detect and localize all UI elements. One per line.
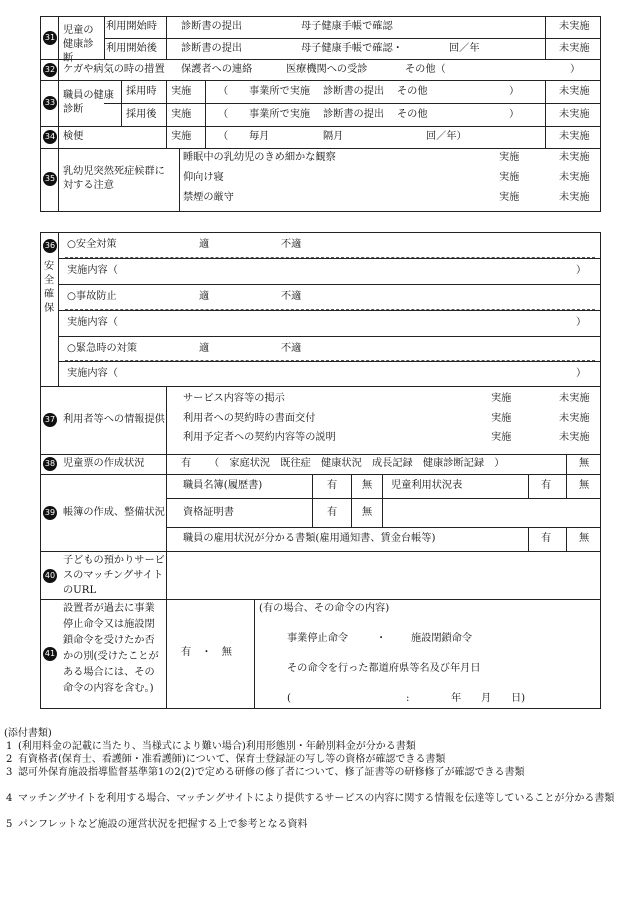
info-provision-label: 利用者等への情報提供 xyxy=(63,414,165,425)
not-implemented-option: 未実施 xyxy=(559,109,590,120)
safety-records-table xyxy=(40,232,601,709)
other-close-paren: ） xyxy=(570,64,581,75)
close-paren: ） xyxy=(509,109,520,120)
staff-roster-item: 職員名簿(履歴書) xyxy=(183,480,263,491)
matching-site-url-label: 子どもの預かりサービスのマッチングサイトのURL xyxy=(63,555,165,596)
appropriate-option: 適 xyxy=(199,239,210,250)
close-paren: ） xyxy=(576,368,587,379)
safety-measures-label: ○安全対策 xyxy=(67,239,117,250)
implementation-content-label: 実施内容（ xyxy=(67,368,118,379)
item-number-36: 36 xyxy=(43,239,57,253)
item-number-40: 40 xyxy=(43,569,57,583)
yes-no-option: 有 ・ 無 xyxy=(181,647,232,658)
info-item-posting: サービス内容等の掲示 xyxy=(183,393,285,404)
attachment-item: マッチングサイトを利用する場合、マッチングサイトにより提供するサービスの内容に関する情報を伝達等していることが分かる書類 xyxy=(18,793,615,804)
child-health-check-after-label: 利用開始後 xyxy=(106,43,157,54)
item-number-37: 37 xyxy=(43,413,57,427)
qualification-cert-item: 資格証明書 xyxy=(183,507,234,518)
health-section-table xyxy=(40,16,601,212)
contact-guardian-option: 保護者への連絡 xyxy=(181,64,253,75)
staff-health-check-label: 職員の健康診断 xyxy=(63,90,114,115)
open-paren: （ xyxy=(218,131,229,142)
medical-visit-option: 医療機関への受診 xyxy=(286,64,368,75)
other-option: その他 xyxy=(397,109,428,120)
implemented-option: 実施 xyxy=(499,152,520,163)
open-paren: （ xyxy=(218,109,229,120)
diagnosis-submit-option: 診断書の提出 xyxy=(181,43,243,54)
month-field: 月 xyxy=(481,693,492,704)
item-number-39: 39 xyxy=(43,506,57,520)
sids-precaution-label: 乳幼児突然死症候群に対する注意 xyxy=(63,166,165,191)
maternal-handbook-option: 母子健康手帳で確認・ xyxy=(301,43,403,54)
not-implemented-option: 未実施 xyxy=(559,172,590,183)
info-item-contract-explain: 利用予定者への契約内容等の説明 xyxy=(183,432,336,443)
yes-option: 有 xyxy=(541,480,552,491)
not-implemented-option: 未実施 xyxy=(559,413,590,424)
no-option: 無 xyxy=(579,458,590,469)
inappropriate-option: 不適 xyxy=(281,291,302,302)
injury-illness-measures-label: ケガや病気の時の措置 xyxy=(63,64,165,75)
yes-option: 有 xyxy=(327,480,338,491)
onsite-option: 事業所で実施 xyxy=(249,109,311,120)
appropriate-option: 適 xyxy=(199,291,210,302)
implemented-option: 実施 xyxy=(171,109,192,120)
no-option: 無 xyxy=(362,480,373,491)
child-usage-table-item: 児童利用状況表 xyxy=(391,480,463,491)
staff-health-check-hire-label: 採用時 xyxy=(126,86,157,97)
close-paren: ） xyxy=(509,86,520,97)
business-suspension-option: 事業停止命令 xyxy=(287,633,349,644)
other-option: その他 xyxy=(397,86,428,97)
safety-vertical-char: 確 xyxy=(44,289,55,300)
sids-item-no-smoking: 禁煙の厳守 xyxy=(183,192,234,203)
attachment-number: 2 xyxy=(6,754,13,765)
suspension-order-label: 設置者が過去に事業停止命令又は施設閉鎖命令を受けたか否かの別(受けたことがある場合には、その命令の内容を含む。) xyxy=(63,603,159,694)
item-number-31: 31 xyxy=(43,31,57,45)
no-option: 無 xyxy=(579,480,590,491)
facility-closure-option: 施設閉鎖命令 xyxy=(411,633,473,644)
yes-option: 有 xyxy=(327,507,338,518)
child-record-label: 児童票の作成状況 xyxy=(63,458,145,469)
not-implemented-option: 未実施 xyxy=(559,43,590,54)
implementation-content-label: 実施内容（ xyxy=(67,265,118,276)
open-paren: （ xyxy=(218,86,229,97)
attachment-item: パンフレットなど施設の運営状況を把握する上で参考となる資料 xyxy=(18,819,308,830)
monthly-option: 毎月 xyxy=(249,131,270,142)
no-option: 無 xyxy=(362,507,373,518)
open-paren: ( xyxy=(287,693,291,704)
safety-vertical-char: 全 xyxy=(44,275,55,286)
order-content-heading: (有の場合、その命令の内容) xyxy=(259,603,390,614)
not-implemented-option: 未実施 xyxy=(559,152,590,163)
not-implemented-option: 未実施 xyxy=(559,21,590,32)
close-paren: ） xyxy=(576,265,587,276)
sids-item-supine: 仰向け寝 xyxy=(183,172,224,183)
item-number-32: 32 xyxy=(43,63,57,77)
item-number-35: 35 xyxy=(43,172,57,186)
day-field: 日) xyxy=(511,693,526,704)
child-health-check-label: 児童の健康診断 xyxy=(63,25,94,64)
yes-option: 有 xyxy=(181,458,192,469)
item-number-34: 34 xyxy=(43,130,57,144)
attachments-title: (添付書類) xyxy=(4,728,52,739)
bimonthly-option: 隔月 xyxy=(323,131,344,142)
times-per-year-field: 回／年 xyxy=(449,43,480,54)
item-number-41: 41 xyxy=(43,647,57,661)
safety-vertical-char: 安 xyxy=(44,261,55,272)
other-option: その他（ xyxy=(405,64,446,75)
diagnosis-submit-option: 診断書の提出 xyxy=(323,86,385,97)
inappropriate-option: 不適 xyxy=(281,239,302,250)
inappropriate-option: 不適 xyxy=(281,343,302,354)
implemented-option: 実施 xyxy=(171,131,192,142)
times-per-year-field: 回／年） xyxy=(426,131,467,142)
not-implemented-option: 未実施 xyxy=(559,131,590,142)
employment-docs-item: 職員の雇用状況が分かる書類(雇用通知書、賃金台帳等) xyxy=(183,533,436,544)
attachment-item: 有資格者(保育士、看護師・准看護師)について、保育士登録証の写し等の資格が確認できる書類 xyxy=(18,754,446,765)
implemented-option: 実施 xyxy=(499,192,520,203)
ledger-status-label: 帳簿の作成、整備状況 xyxy=(63,507,165,518)
no-option: 無 xyxy=(579,533,590,544)
attachment-number: 3 xyxy=(6,767,13,778)
maternal-handbook-option: 母子健康手帳で確認 xyxy=(301,21,393,32)
not-implemented-option: 未実施 xyxy=(559,393,590,404)
not-implemented-option: 未実施 xyxy=(559,86,590,97)
implemented-option: 実施 xyxy=(491,393,512,404)
attachment-number: 1 xyxy=(6,741,13,752)
attachment-item: 認可外保育施設指導監督基準第1の2(2)で定める研修の修了者について、修了証書等の研修修了が確認できる書類 xyxy=(18,767,525,778)
not-implemented-option: 未実施 xyxy=(559,432,590,443)
issuing-prefecture-label: その命令を行った都道府県等名及び年月日 xyxy=(287,663,481,674)
appropriate-option: 適 xyxy=(199,343,210,354)
child-record-detail: （ 家庭状況 既往症 健康状況 成長記録 健康診断記録 ） xyxy=(209,458,505,469)
onsite-option: 事業所で実施 xyxy=(249,86,311,97)
child-health-check-start-label: 利用開始時 xyxy=(106,21,157,32)
dot-separator: ・ xyxy=(376,633,387,644)
implemented-option: 実施 xyxy=(491,413,512,424)
staff-health-check-after-label: 採用後 xyxy=(126,109,157,120)
yes-option: 有 xyxy=(541,533,552,544)
attachment-number: 4 xyxy=(6,793,13,804)
attachment-number: 5 xyxy=(6,819,13,830)
emergency-measures-label: ○緊急時の対策 xyxy=(67,343,138,354)
implemented-option: 実施 xyxy=(499,172,520,183)
stool-test-label: 検便 xyxy=(63,131,84,142)
colon-separator: : xyxy=(406,693,410,704)
item-number-33: 33 xyxy=(43,96,57,110)
attachment-item: (利用料金の記載に当たり、当様式により難い場合)利用形態別・年齢別料金が分かる書類 xyxy=(18,741,416,752)
implemented-option: 実施 xyxy=(171,86,192,97)
implemented-option: 実施 xyxy=(491,432,512,443)
diagnosis-submit-option: 診断書の提出 xyxy=(181,21,243,32)
item-number-38: 38 xyxy=(43,457,57,471)
safety-vertical-char: 保 xyxy=(44,303,55,314)
year-field: 年 xyxy=(451,693,462,704)
diagnosis-submit-option: 診断書の提出 xyxy=(323,109,385,120)
implementation-content-label: 実施内容（ xyxy=(67,317,118,328)
sids-item-observe: 睡眠中の乳幼児のきめ細かな観察 xyxy=(183,152,336,163)
not-implemented-option: 未実施 xyxy=(559,192,590,203)
info-item-contract-doc: 利用者への契約時の書面交付 xyxy=(183,413,316,424)
accident-prevention-label: ○事故防止 xyxy=(67,291,117,302)
close-paren: ） xyxy=(576,317,587,328)
